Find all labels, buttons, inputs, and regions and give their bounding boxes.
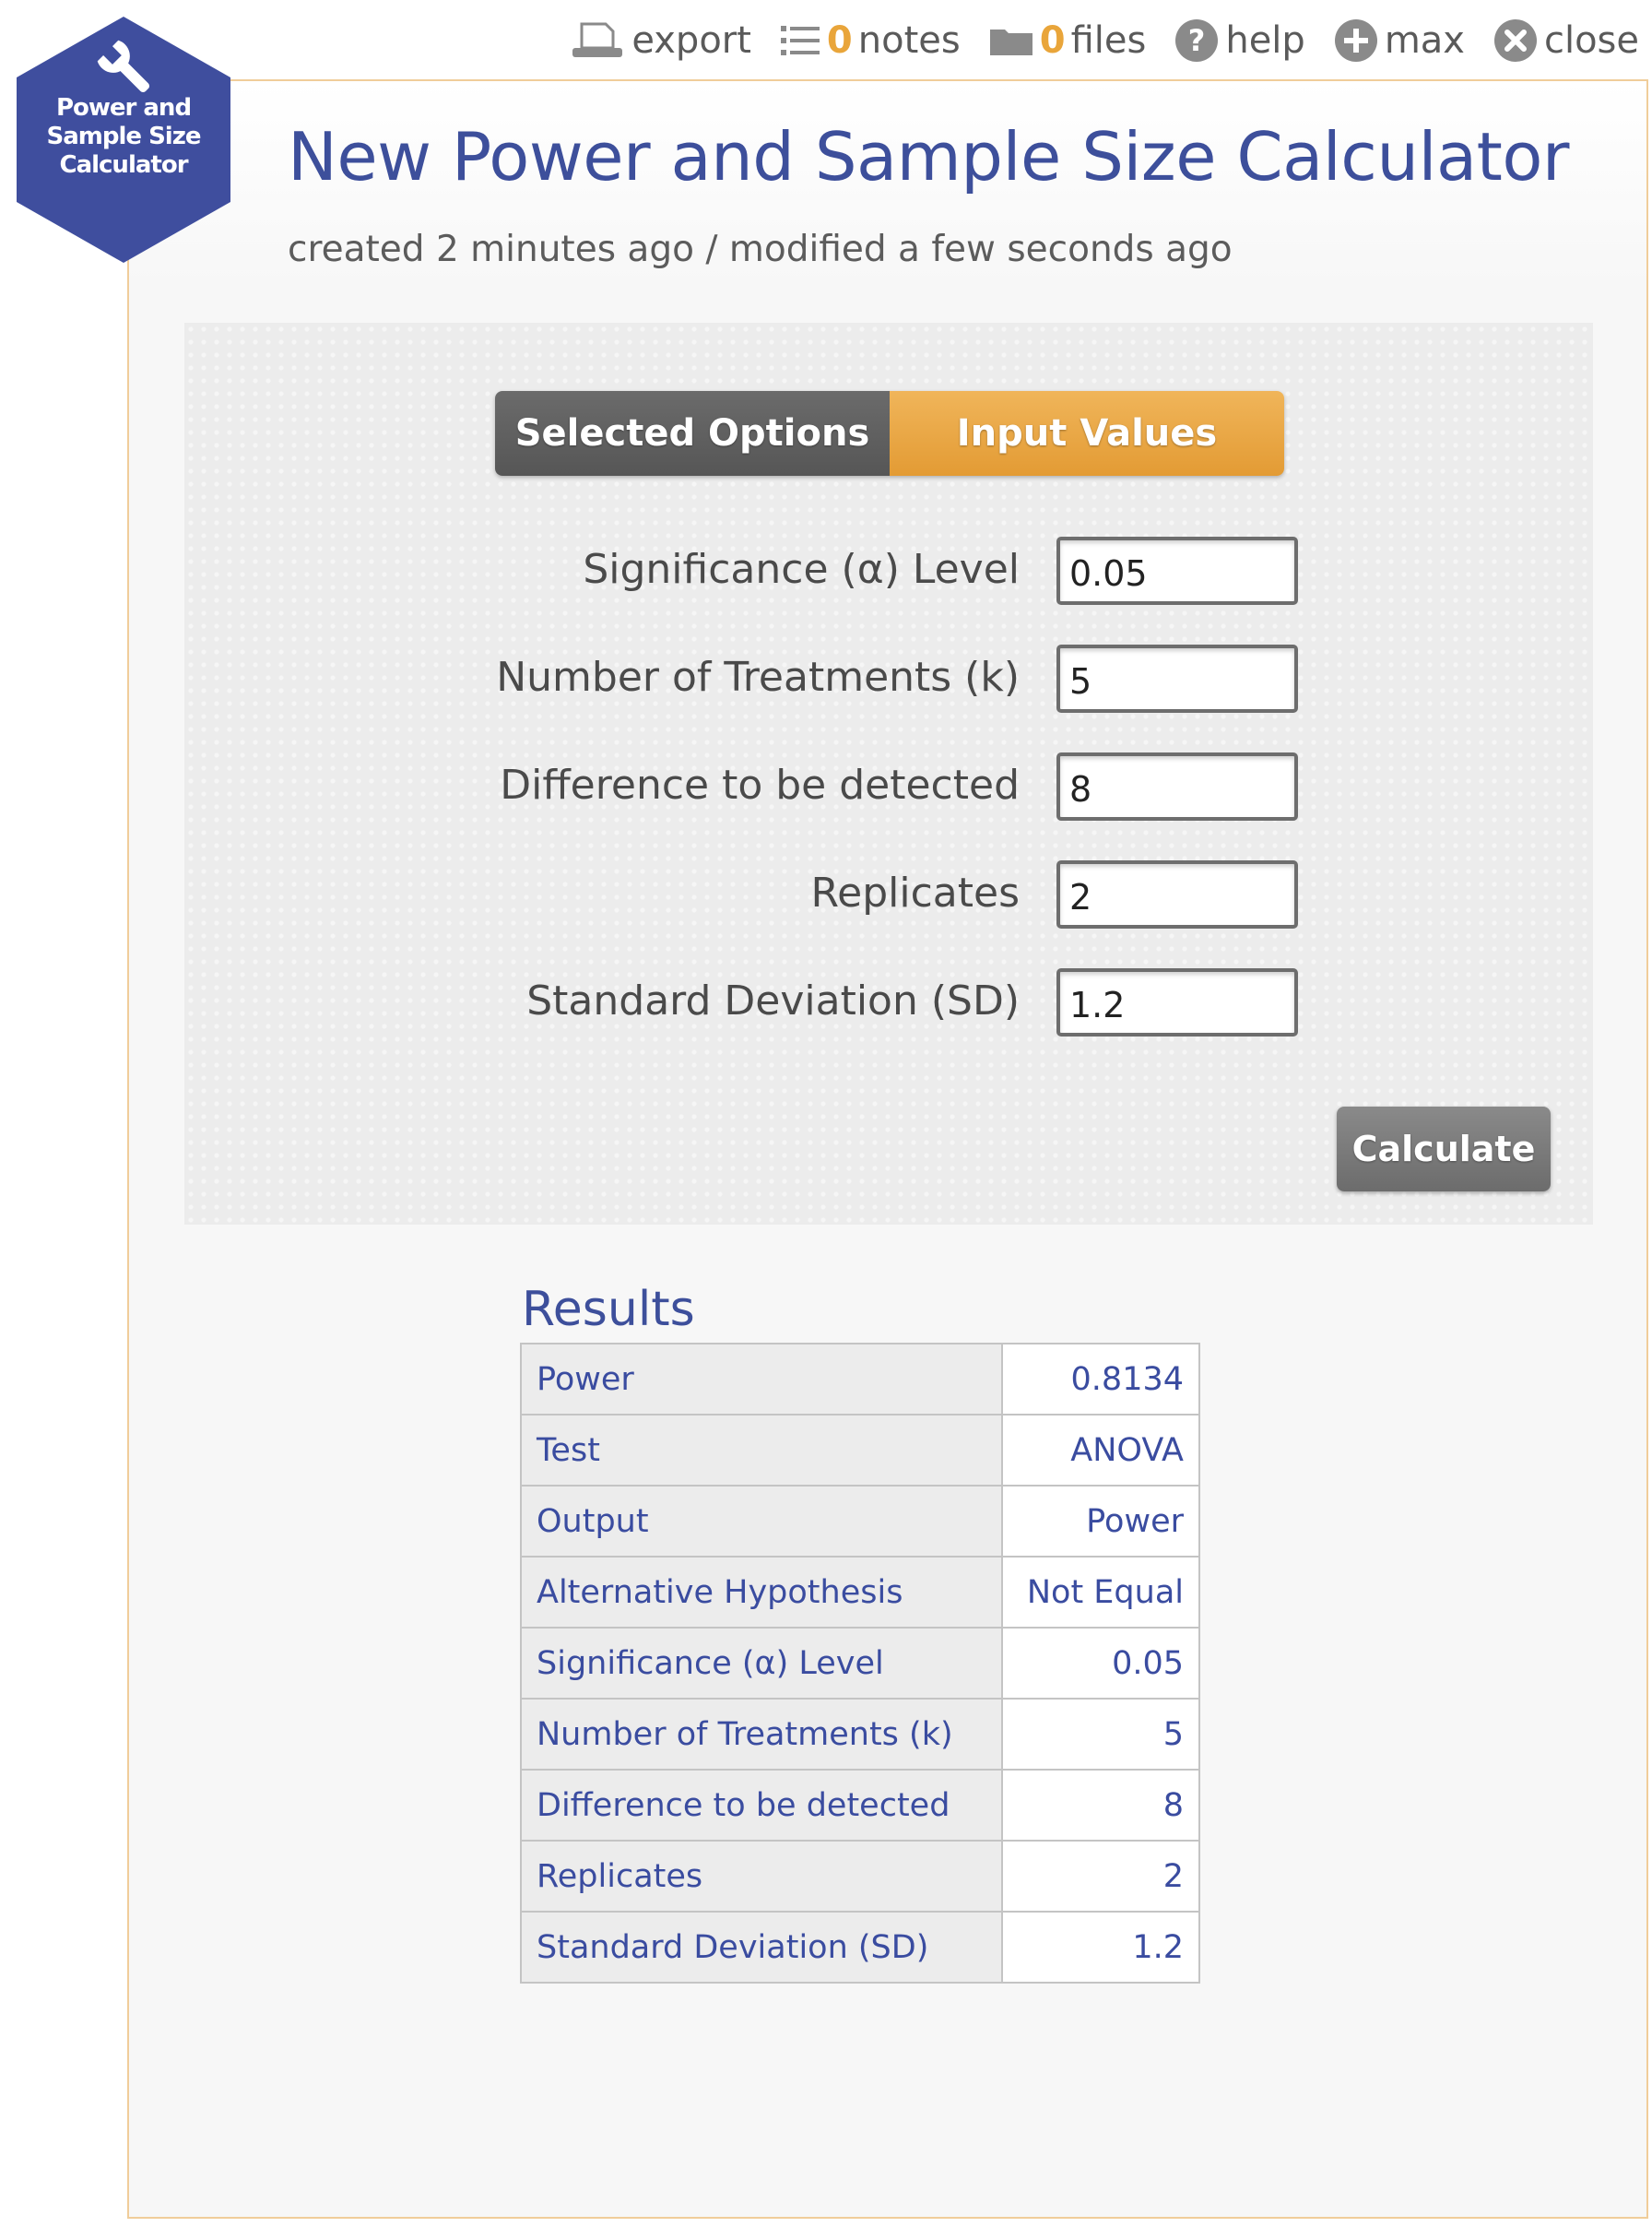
input-form <box>184 323 1593 1225</box>
field-number-of-treatments <box>184 641 1593 715</box>
field-label: Difference to be detected <box>500 762 1020 809</box>
badge-line-3: Calculator <box>59 151 188 179</box>
view-toggle <box>495 391 1284 476</box>
help-button[interactable] <box>1174 18 1304 64</box>
result-value: Not Equal <box>1002 1557 1199 1628</box>
table-row <box>521 1486 1199 1557</box>
export-label: export <box>631 19 751 62</box>
folder-icon <box>988 22 1034 59</box>
result-value: 5 <box>1002 1699 1199 1770</box>
tab-input-values[interactable]: Input Values <box>890 391 1284 476</box>
significance-level-input[interactable] <box>1056 537 1298 605</box>
field-label: Significance (α) Level <box>583 546 1020 593</box>
result-key: Alternative Hypothesis <box>521 1557 1002 1628</box>
table-row <box>521 1344 1199 1415</box>
result-key: Difference to be detected <box>521 1770 1002 1841</box>
page-title: New Power and Sample Size Calculator <box>288 118 1570 195</box>
badge-label <box>13 94 234 180</box>
notes-button[interactable] <box>779 19 961 62</box>
table-row <box>521 1415 1199 1486</box>
result-key: Number of Treatments (k) <box>521 1699 1002 1770</box>
table-row <box>521 1770 1199 1841</box>
result-key: Replicates <box>521 1841 1002 1912</box>
table-row <box>521 1557 1199 1628</box>
result-value: Power <box>1002 1486 1199 1557</box>
result-value: 2 <box>1002 1841 1199 1912</box>
help-label: help <box>1225 19 1305 62</box>
result-key: Standard Deviation (SD) <box>521 1912 1002 1983</box>
standard-deviation-input[interactable] <box>1056 968 1298 1037</box>
result-value: 0.05 <box>1002 1628 1199 1699</box>
field-label: Number of Treatments (k) <box>496 654 1020 701</box>
tab-selected-options[interactable]: Selected Options <box>495 391 890 476</box>
close-button[interactable] <box>1493 18 1639 64</box>
number-of-treatments-input[interactable] <box>1056 645 1298 713</box>
help-icon <box>1174 18 1220 64</box>
export-icon <box>569 20 626 61</box>
files-count: 0 <box>1039 19 1066 62</box>
replicates-input[interactable] <box>1056 860 1298 929</box>
table-row <box>521 1841 1199 1912</box>
field-replicates <box>184 857 1593 930</box>
page-subtitle: created 2 minutes ago / modified a few seconds ago <box>288 229 1233 270</box>
badge-line-1: Power and <box>55 94 192 122</box>
export-button[interactable] <box>569 19 751 62</box>
difference-input[interactable] <box>1056 752 1298 821</box>
result-value: 0.8134 <box>1002 1344 1199 1415</box>
results-table <box>520 1343 1200 1984</box>
svg-text:?: ? <box>1188 23 1206 58</box>
notes-label: notes <box>857 19 961 62</box>
field-standard-deviation <box>184 965 1593 1038</box>
calculate-button[interactable]: Calculate <box>1337 1107 1551 1191</box>
notes-count: 0 <box>826 19 853 62</box>
field-significance-level <box>184 533 1593 607</box>
files-button[interactable] <box>988 19 1147 62</box>
result-value: 8 <box>1002 1770 1199 1841</box>
close-label: close <box>1543 19 1639 62</box>
toolbar <box>569 11 1639 70</box>
field-label: Replicates <box>810 870 1020 917</box>
max-label: max <box>1384 19 1465 62</box>
results-title: Results <box>522 1282 695 1337</box>
field-label: Standard Deviation (SD) <box>526 977 1020 1025</box>
app-badge <box>13 13 234 267</box>
result-value: 1.2 <box>1002 1912 1199 1983</box>
table-row <box>521 1912 1199 1983</box>
max-button[interactable] <box>1333 18 1465 64</box>
field-difference-to-detect <box>184 749 1593 823</box>
result-key: Test <box>521 1415 1002 1486</box>
list-icon <box>779 22 821 59</box>
result-key: Power <box>521 1344 1002 1415</box>
table-row <box>521 1699 1199 1770</box>
badge-line-2: Sample Size <box>46 123 201 150</box>
result-key: Output <box>521 1486 1002 1557</box>
result-key: Significance (α) Level <box>521 1628 1002 1699</box>
table-row <box>521 1628 1199 1699</box>
close-circle-icon <box>1493 18 1539 64</box>
result-value: ANOVA <box>1002 1415 1199 1486</box>
files-label: files <box>1070 19 1147 62</box>
plus-circle-icon <box>1333 18 1379 64</box>
